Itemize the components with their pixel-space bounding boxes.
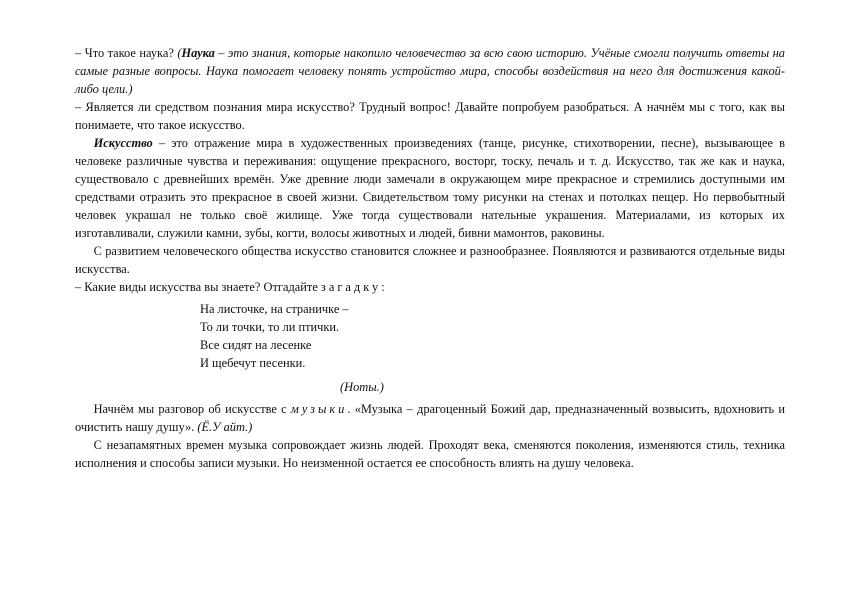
riddle-colon: : — [381, 280, 385, 294]
science-question-text: – Что такое наука? — [75, 46, 178, 60]
paragraph-art-definition — [75, 134, 785, 242]
science-definition: – это знания, которые накопило человечество за всю свою историю. Учёные смогли получить ответы на самые разные вопросы. Наука помогает человеку понять устройство мира, способы воздействия на него для достижения какой-либо цели.) — [75, 46, 785, 96]
music-history-text: С незапамятных времен музыка сопровождает жизнь людей. Проходят века, сменяются поколения, изменяются стиль, техника исполнения и способы записи музыки. Но неизменной остается ее способность влиять на душу человека. — [75, 438, 785, 470]
science-term: Наука — [181, 46, 215, 60]
paragraph-riddle-question — [75, 278, 785, 296]
verse-line-1: На листочке, на страничке – — [200, 302, 349, 316]
paragraph-music-history — [75, 436, 785, 472]
document-page — [75, 44, 785, 472]
art-term: Искусство — [93, 136, 153, 150]
art-definition-text: – это отражение мира в художественных произведениях (танце, рисунке, стихотворении, песне), вызывающее в человеке различные чувства и переживания: ощущение прекрасного, восторг, тоску, печаль и т. д. Искусство, так же как и наука, существовало с древнейших времён. Уже древние люди замечали в окружающем мире прекрасное и стремились доступными им средствами отразить это прекрасное в своей жизни. Свидетельством тому рисунки на стенах и потолках пещер. Но первобытный человек украшал не только своё жилище. Уже тогда существовали нательные украшения. Материалами, из которых их изготавливали, служили камни, зубы, когти, волосы животных и людей, бивни мамонтов, раковины. — [75, 136, 785, 240]
riddle-word: загадку — [320, 280, 382, 294]
quote-author: (Ё.У айт.) — [197, 420, 253, 434]
science-open-paren: ( — [177, 46, 182, 60]
paragraph-art-development — [75, 242, 785, 278]
art-development-text: С развитием человеческого общества искусство становится сложнее и разнообразнее. Появляются и развиваются отдельные виды искусства. — [75, 244, 785, 276]
riddle-answer: (Ноты.) — [340, 380, 384, 394]
verse-line-2: То ли точки, то ли птички. — [200, 320, 340, 334]
riddle-verse — [200, 300, 785, 372]
verse-line-3: Все сидят на лесенке — [200, 338, 312, 352]
verse-line-4: И щебечут песенки. — [200, 356, 306, 370]
music-intro-text: Начнём мы разговор об искусстве с — [93, 402, 291, 416]
paragraph-science-question — [75, 44, 785, 98]
paragraph-music-intro — [75, 400, 785, 436]
paragraph-art-question: – Является ли средством познания мира искусство? Трудный вопрос! Давайте попробуем разобраться. А начнём мы с того, как вы понимаете, что такое искусство. — [75, 100, 785, 132]
music-word: музыки — [290, 402, 348, 416]
riddle-question-text: – Какие виды искусства вы знаете? Отгадайте — [75, 280, 321, 294]
music-quote: . «Музыка – драгоценный Божий дар, предназначенный возвысить, вдохновить и очистить нашу душу». — [75, 402, 786, 434]
